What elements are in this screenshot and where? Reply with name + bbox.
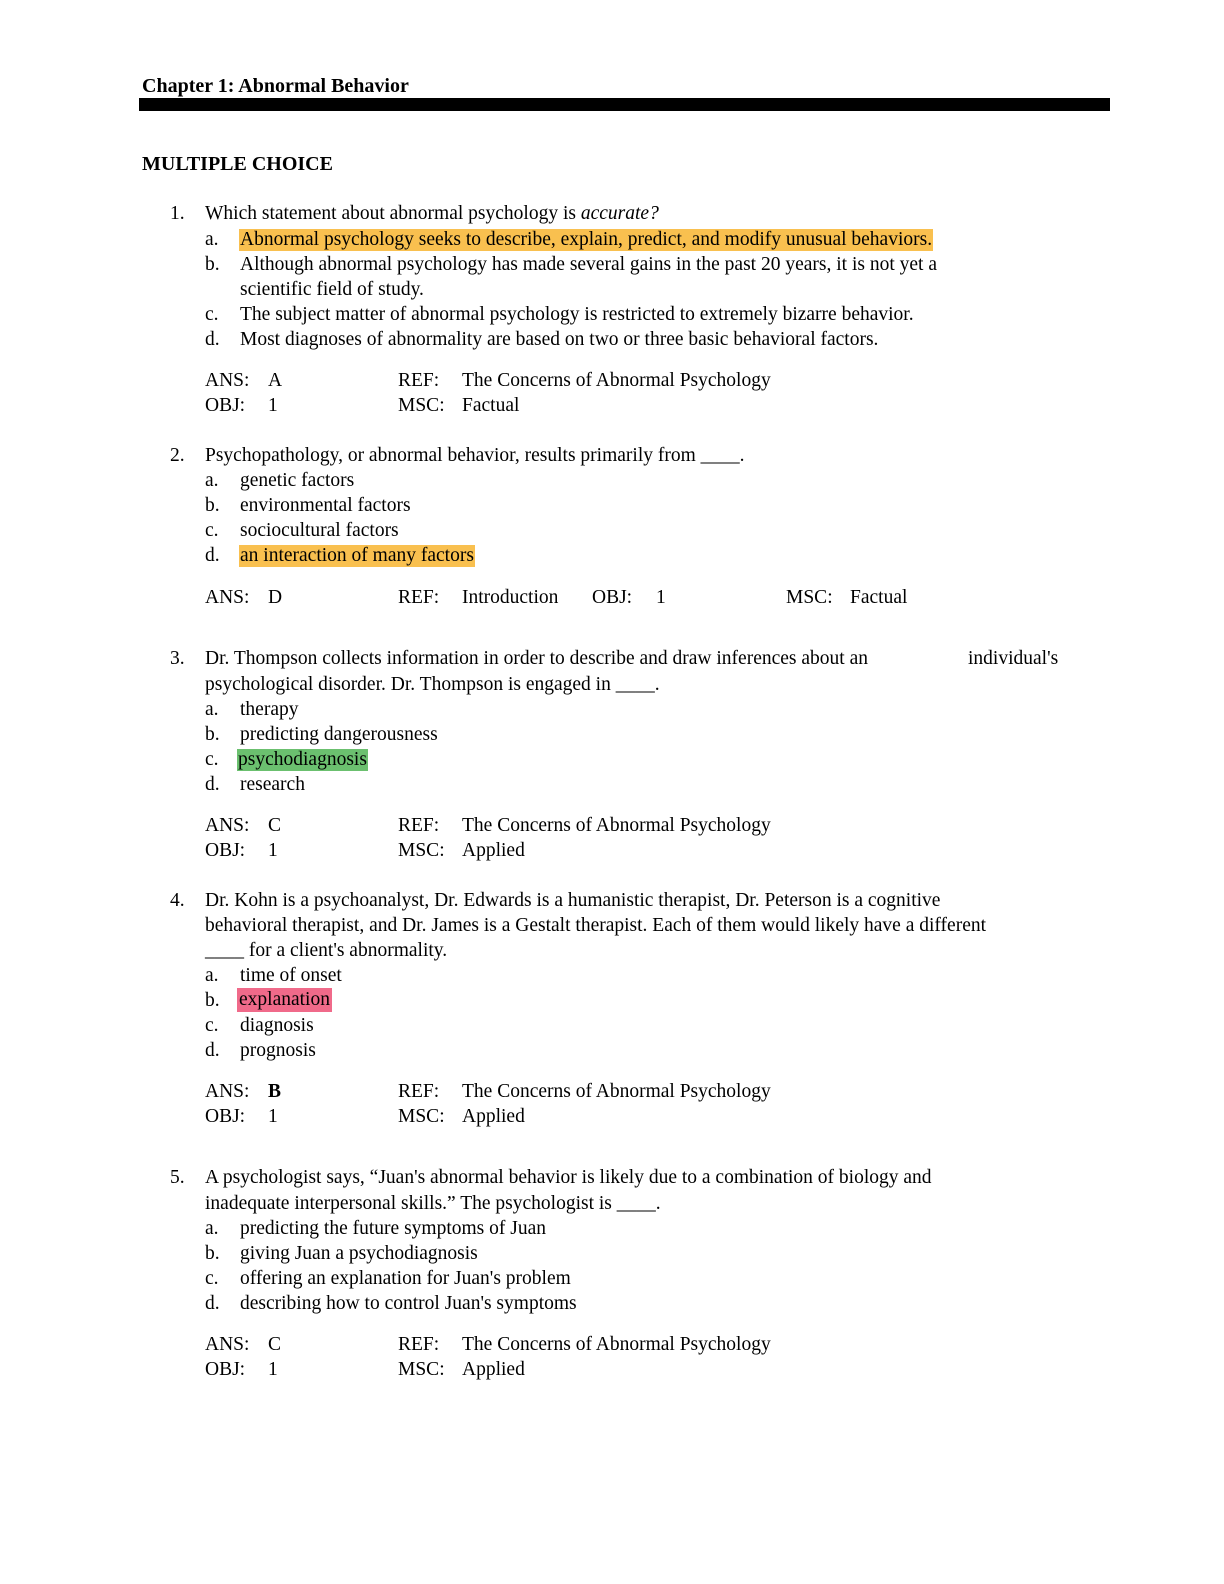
option-text: genetic factors: [240, 470, 355, 491]
option-text: Although abnormal psychology has made several gains in the past 20 years, it is not yet a: [240, 254, 937, 275]
question-number: 1.: [170, 203, 185, 224]
msc-value: Factual: [850, 587, 908, 608]
question-stem-emphasis: accurate?: [580, 203, 659, 224]
obj-label: OBJ:: [205, 840, 246, 861]
question-stem: individual's: [968, 648, 1059, 669]
obj-value: 1: [268, 1106, 278, 1127]
ref-label: REF:: [398, 587, 440, 608]
option-letter: b.: [205, 1243, 220, 1264]
msc-value: Applied: [462, 1359, 525, 1380]
question-number: 4.: [170, 890, 185, 911]
obj-label: OBJ:: [205, 1106, 246, 1127]
option-letter: d.: [205, 1293, 220, 1314]
ans-value: A: [268, 370, 283, 391]
msc-label: MSC:: [398, 395, 445, 416]
option-text: The subject matter of abnormal psychology is restricted to extremely bizarre behavior.: [240, 304, 914, 325]
ans-label: ANS:: [205, 1334, 250, 1355]
option-text: describing how to control Juan's symptoms: [240, 1293, 577, 1314]
question-stem: Dr. Thompson collects information in order to describe and draw inferences about an: [205, 648, 868, 669]
chapter-title: Chapter 1: Abnormal Behavior: [142, 75, 409, 97]
option-letter: b.: [205, 724, 220, 745]
option-letter: c.: [205, 1268, 219, 1289]
option-letter: a.: [205, 965, 219, 986]
question-stem: psychological disorder. Dr. Thompson is engaged in ____.: [205, 674, 660, 695]
question-stem: A psychologist says, “Juan's abnormal behavior is likely due to a combination of biology and: [205, 1167, 932, 1188]
title-rule: [139, 98, 1110, 111]
option-letter: a.: [205, 699, 219, 720]
question-stem-text: Which statement about abnormal psychology is: [205, 203, 581, 224]
question-number: 3.: [170, 648, 185, 669]
ans-label: ANS:: [205, 815, 250, 836]
option-letter: c.: [205, 304, 219, 325]
question-stem: behavioral therapist, and Dr. James is a Gestalt therapist. Each of them would likely have a different: [205, 915, 987, 936]
option-letter: b.: [205, 495, 220, 516]
option-text: offering an explanation for Juan's problem: [240, 1268, 571, 1289]
msc-value: Applied: [462, 1106, 525, 1127]
ans-value: C: [268, 1334, 282, 1355]
obj-value: 1: [656, 587, 666, 608]
option-text: scientific field of study.: [240, 279, 424, 300]
option-letter: d.: [205, 545, 220, 566]
option-text: prognosis: [240, 1040, 316, 1061]
ans-label: ANS:: [205, 370, 250, 391]
ref-label: REF:: [398, 1081, 440, 1102]
option-letter: d.: [205, 774, 220, 795]
ans-value: B: [268, 1081, 282, 1102]
obj-value: 1: [268, 395, 278, 416]
obj-value: 1: [268, 840, 278, 861]
option-text-highlighted: an interaction of many factors: [240, 545, 474, 566]
question-stem: inadequate interpersonal skills.” The psychologist is ____.: [205, 1193, 661, 1214]
ref-label: REF:: [398, 815, 440, 836]
ref-label: REF:: [398, 1334, 440, 1355]
option-text-highlighted: Abnormal psychology seeks to describe, explain, predict, and modify unusual behaviors.: [240, 229, 933, 250]
msc-value: Factual: [462, 395, 520, 416]
ans-label: ANS:: [205, 587, 250, 608]
option-text: time of onset: [240, 965, 342, 986]
option-letter: b.: [205, 990, 220, 1011]
msc-label: MSC:: [786, 587, 833, 608]
ref-value: Introduction: [462, 587, 559, 608]
question-number: 2.: [170, 445, 185, 466]
ref-value: The Concerns of Abnormal Psychology: [462, 370, 771, 391]
option-text: diagnosis: [240, 1015, 314, 1036]
ans-label: ANS:: [205, 1081, 250, 1102]
ans-value: D: [268, 587, 283, 608]
option-text-highlighted: psychodiagnosis: [238, 749, 367, 770]
obj-value: 1: [268, 1359, 278, 1380]
option-text: giving Juan a psychodiagnosis: [240, 1243, 478, 1264]
section-title: MULTIPLE CHOICE: [142, 153, 333, 175]
question-stem: Psychopathology, or abnormal behavior, results primarily from ____.: [205, 445, 745, 466]
option-text: therapy: [240, 699, 299, 720]
msc-label: MSC:: [398, 1106, 445, 1127]
option-letter: a.: [205, 229, 219, 250]
option-text: research: [240, 774, 305, 795]
msc-label: MSC:: [398, 840, 445, 861]
ref-value: The Concerns of Abnormal Psychology: [462, 815, 771, 836]
option-text-highlighted: explanation: [237, 988, 332, 1012]
obj-label: OBJ:: [205, 1359, 246, 1380]
option-letter: c.: [205, 520, 219, 541]
option-letter: d.: [205, 329, 220, 350]
obj-label: OBJ:: [205, 395, 246, 416]
option-letter: c.: [205, 1015, 219, 1036]
ans-value: C: [268, 815, 282, 836]
obj-label: OBJ:: [592, 587, 633, 608]
question-stem: Dr. Kohn is a psychoanalyst, Dr. Edwards is a humanistic therapist, Dr. Peterson is a cognitive: [205, 890, 941, 911]
option-text: environmental factors: [240, 495, 411, 516]
question-stem: [205, 203, 659, 225]
ref-label: REF:: [398, 370, 440, 391]
ref-value: The Concerns of Abnormal Psychology: [462, 1334, 771, 1355]
msc-label: MSC:: [398, 1359, 445, 1380]
option-text: Most diagnoses of abnormality are based on two or three basic behavioral factors.: [240, 329, 879, 350]
option-letter: d.: [205, 1040, 220, 1061]
option-text: predicting the future symptoms of Juan: [240, 1218, 546, 1239]
msc-value: Applied: [462, 840, 525, 861]
ref-value: The Concerns of Abnormal Psychology: [462, 1081, 771, 1102]
option-letter: c.: [205, 749, 219, 770]
option-letter: a.: [205, 470, 219, 491]
option-text: sociocultural factors: [240, 520, 399, 541]
question-number: 5.: [170, 1167, 185, 1188]
question-stem: ____ for a client's abnormality.: [205, 940, 448, 961]
option-text: predicting dangerousness: [240, 724, 438, 745]
option-letter: b.: [205, 254, 220, 275]
option-letter: a.: [205, 1218, 219, 1239]
